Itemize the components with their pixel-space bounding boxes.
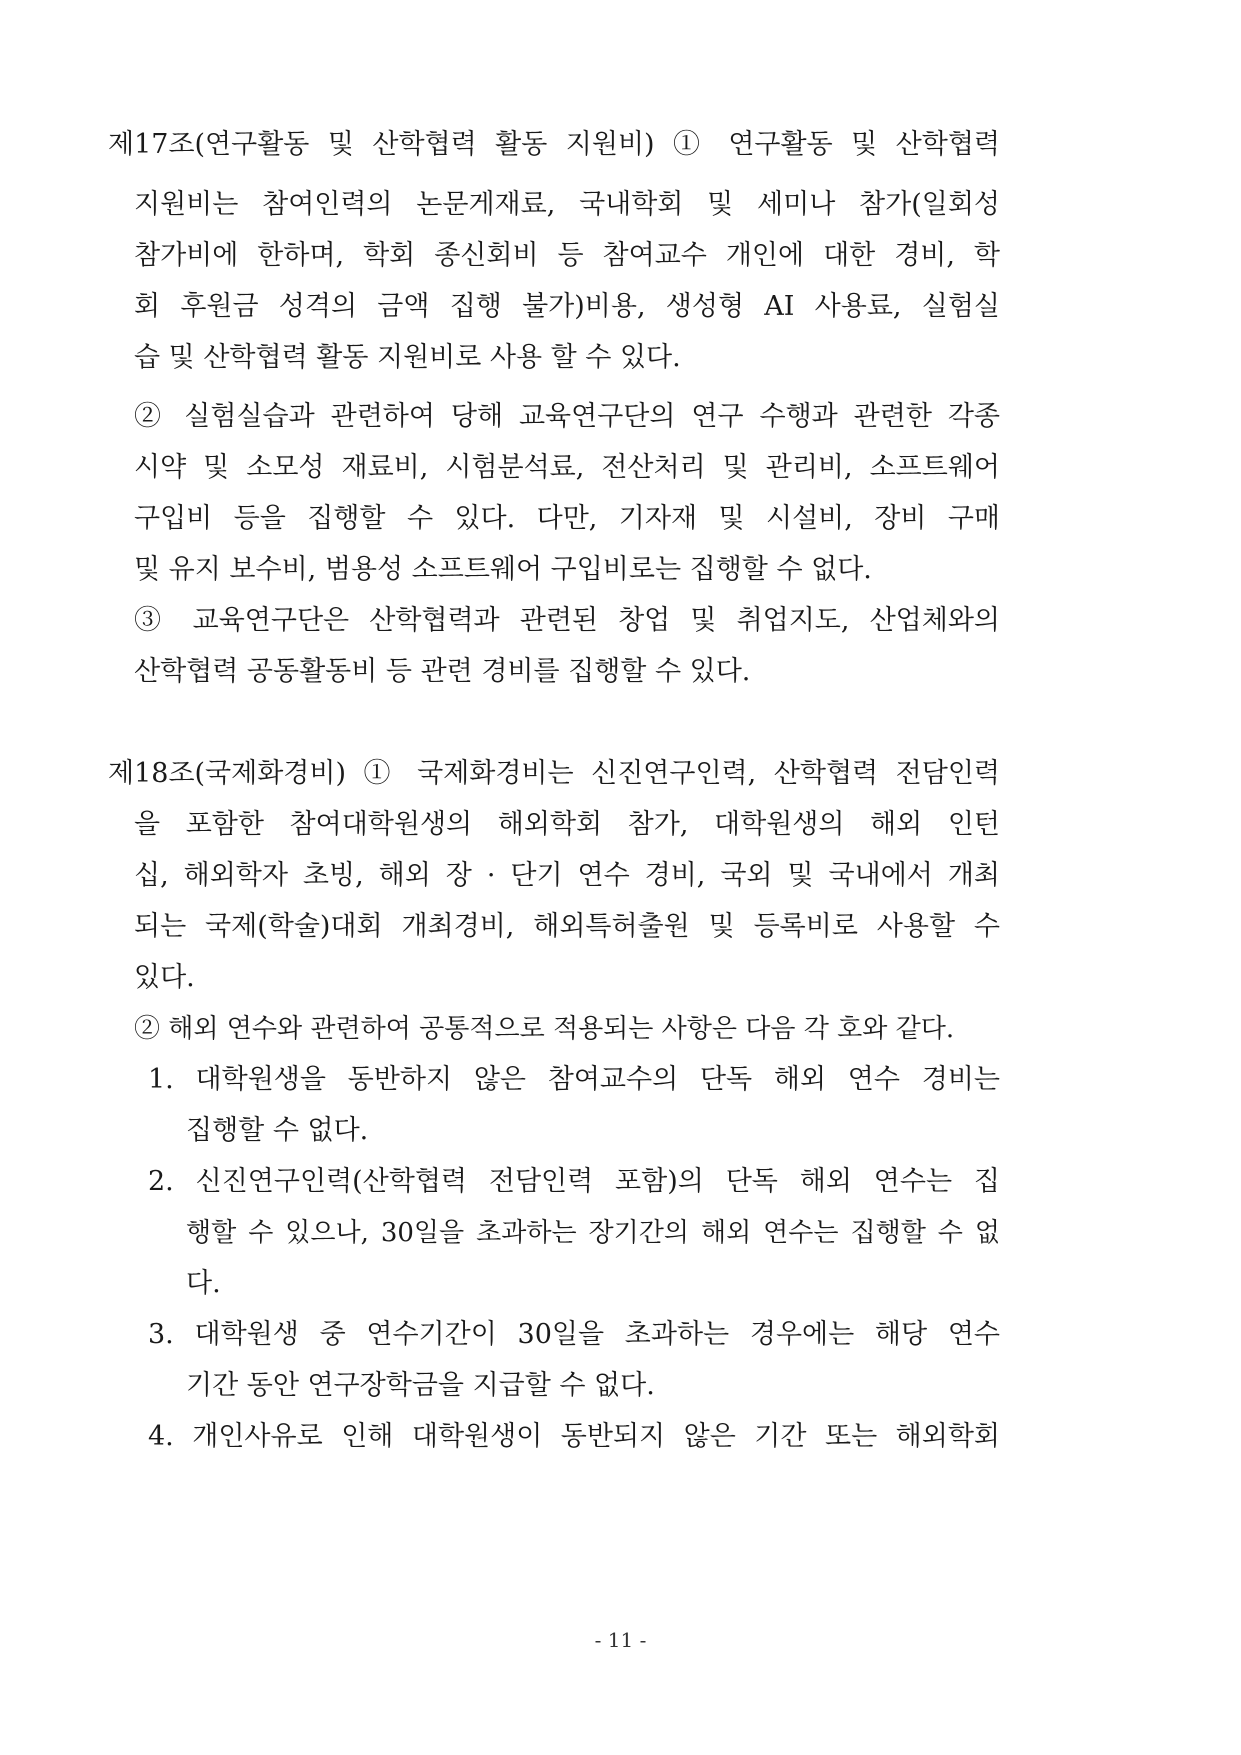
article-17-line-8: 구입비 등을 집행할 수 있다. 다만, 기자재 및 시설비, 장비 구매 — [134, 503, 1000, 534]
article-18-item-1-line-2: 집행할 수 없다. — [186, 1115, 369, 1146]
article-18-item-2-line-3: 다. — [186, 1268, 221, 1299]
article-18-line-4: 되는 국제(학술)대회 개최경비, 해외특허출원 및 등록비로 사용할 수 — [134, 911, 1000, 942]
article-18-item-3-line-1: 3. 대학원생 중 연수기간이 30일을 초과하는 경우에는 해당 연수 — [148, 1319, 1000, 1350]
article-17-line-3: 참가비에 한하며, 학회 종신회비 등 참여교수 개인에 대한 경비, 학 — [134, 240, 1000, 271]
article-17-line-9: 및 유지 보수비, 범용성 소프트웨어 구입비로는 집행할 수 없다. — [134, 554, 872, 585]
article-17-line-2: 지원비는 참여인력의 논문게재료, 국내학회 및 세미나 참가(일회성 — [134, 189, 1000, 220]
article-18-line-6: ② 해외 연수와 관련하여 공통적으로 적용되는 사항은 다음 각 호와 같다. — [134, 1014, 955, 1044]
page-number: - 11 - — [594, 1628, 647, 1652]
article-18-line-2: 을 포함한 참여대학원생의 해외학회 참가, 대학원생의 해외 인턴 — [134, 809, 1000, 840]
article-17-line-4: 회 후원금 성격의 금액 집행 불가)비용, 생성형 AI 사용료, 실험실 — [134, 291, 1000, 322]
article-18-item-2-line-2: 행할 수 있으나, 30일을 초과하는 장기간의 해외 연수는 집행할 수 없 — [186, 1218, 1000, 1248]
article-17-line-11: 산학협력 공동활동비 등 관련 경비를 집행할 수 있다. — [134, 656, 751, 687]
article-18-line-3: 십, 해외학자 초빙, 해외 장 · 단기 연수 경비, 국외 및 국내에서 개최 — [134, 860, 1000, 891]
article-18-item-3-line-2: 기간 동안 연구장학금을 지급할 수 없다. — [186, 1370, 655, 1401]
article-18-item-4-line-1: 4. 개인사유로 인해 대학원생이 동반되지 않은 기간 또는 해외학회 — [148, 1421, 1000, 1452]
article-18-line-1: 제18조(국제화경비) ① 국제화경비는 신진연구인력, 산학협력 전담인력 — [108, 758, 1000, 789]
article-17-line-5: 습 및 산학협력 활동 지원비로 사용 할 수 있다. — [134, 342, 681, 373]
article-18-line-5: 있다. — [134, 962, 195, 993]
article-18-item-2-line-1: 2. 신진연구인력(산학협력 전담인력 포함)의 단독 해외 연수는 집 — [148, 1166, 1000, 1197]
article-17-line-7: 시약 및 소모성 재료비, 시험분석료, 전산처리 및 관리비, 소프트웨어 — [134, 452, 1000, 483]
article-17-line-10: ③ 교육연구단은 산학협력과 관련된 창업 및 취업지도, 산업체와의 — [134, 605, 1000, 636]
article-17-line-6: ② 실험실습과 관련하여 당해 교육연구단의 연구 수행과 관련한 각종 — [134, 401, 1000, 432]
article-17-line-1: 제17조(연구활동 및 산학협력 활동 지원비) ① 연구활동 및 산학협력 — [108, 129, 1000, 160]
article-18-item-1-line-1: 1. 대학원생을 동반하지 않은 참여교수의 단독 해외 연수 경비는 — [148, 1064, 1000, 1095]
